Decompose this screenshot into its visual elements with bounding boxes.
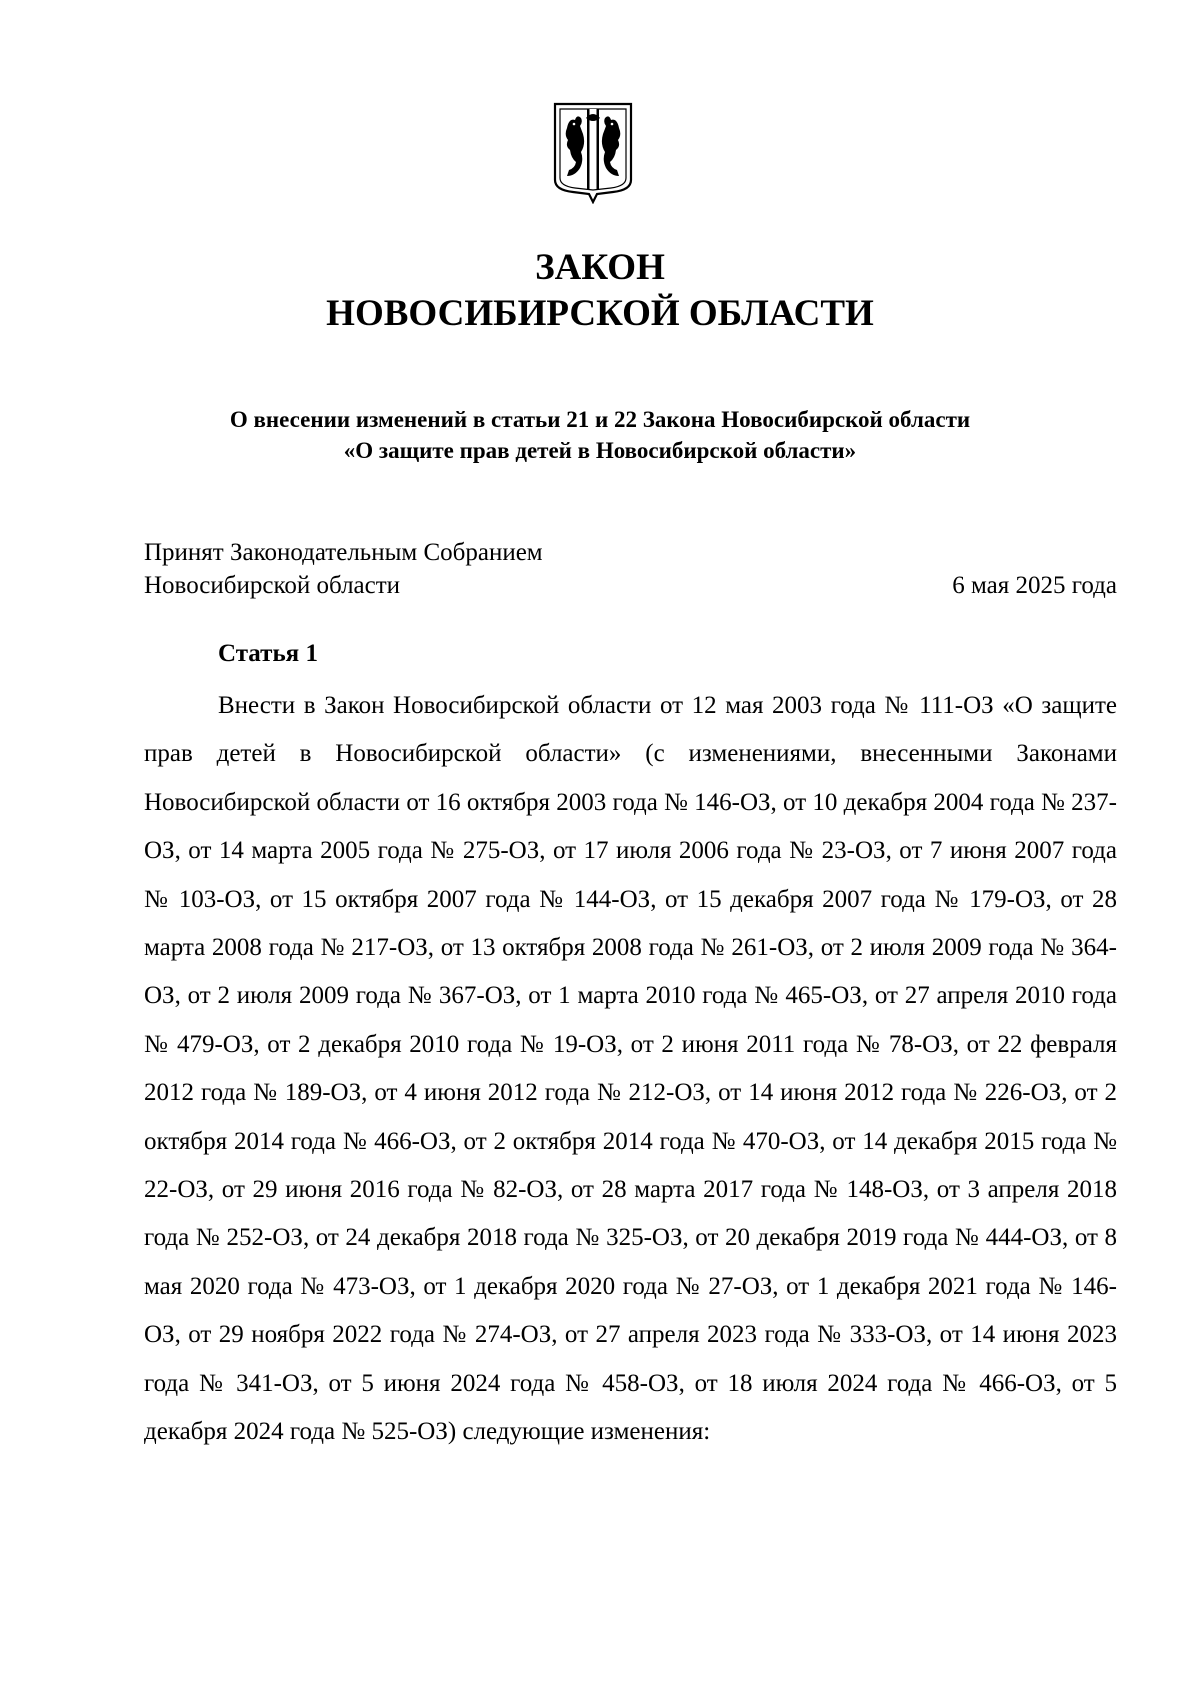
law-subject-line2: «О защите прав детей в Новосибирской области» — [343, 438, 857, 463]
article-1-heading: Статья 1 — [218, 640, 318, 667]
article-1-text: Внести в Закон Новосибирской области от 12 мая 2003 года № 111-ОЗ «О защите прав детей в Новосибирской области» (с изменениями, внесенными Законами Новосибирской области от 16 октября 2003 года № 146-ОЗ, от 10 декабря 2004 года № 237-ОЗ, от 14 марта 2005 года № 275-ОЗ, от 17 июля 2006 года № 23-ОЗ, от 7 июня 2007 года № 103-ОЗ, от 15 октября 2007 года № 144-ОЗ, от 15 декабря 2007 года № 179-ОЗ, от 28 марта 2008 года № 217-ОЗ, от 13 октября 2008 года № 261-ОЗ, от 2 июля 2009 года № 364-ОЗ, от 2 июля 2009 года № 367-ОЗ, от 1 марта 2010 года № 465-ОЗ, от 27 апреля 2010 года № 479-ОЗ, от 2 декабря 2010 года № 19-ОЗ, от 2 июня 2011 года № 78-ОЗ, от 22 февраля 2012 года № 189-ОЗ, от 4 июня 2012 года № 212-ОЗ, от 14 июня 2012 года № 226-ОЗ, от 2 октября 2014 года № 466-ОЗ, от 2 октября 2014 года № 470-ОЗ, от 14 декабря 2015 года № 22-ОЗ, от 29 июня 2016 года № 82-ОЗ, от 28 марта 2017 года № 148-ОЗ, от 3 апреля 2018 года № 252-ОЗ, от 24 декабря 2018 года № 325-ОЗ, от 20 декабря 2019 года № 444-ОЗ, от 8 мая 2020 года № 473-ОЗ, от 1 декабря 2020 года № 27-ОЗ, от 1 декабря 2021 года № 146-ОЗ, от 29 ноября 2022 года № 274-ОЗ, от 27 апреля 2023 года № 333-ОЗ, от 14 июня 2023 года № 341-ОЗ, от 5 июня 2024 года № 458-ОЗ, от 18 июля 2024 года № 466-ОЗ, от 5 декабря 2024 года № 525-ОЗ) следующие изменения: — [144, 692, 1117, 1446]
adoption-authority — [144, 536, 543, 602]
law-subject — [140, 404, 1060, 466]
law-subject-line1: О внесении изменений в статьи 21 и 22 Закона Новосибирской области — [229, 407, 971, 432]
coat-of-arms-icon — [553, 102, 633, 204]
law-title — [0, 245, 1200, 337]
law-title-line2: НОВОСИБИРСКОЙ ОБЛАСТИ — [326, 293, 874, 334]
adoption-authority-line1: Принят Законодательным Собранием — [144, 539, 543, 566]
law-title-line1: ЗАКОН — [535, 247, 665, 288]
adoption-date: 6 мая 2025 года — [952, 572, 1117, 599]
adoption-authority-line2: Новосибирской области — [144, 572, 401, 599]
